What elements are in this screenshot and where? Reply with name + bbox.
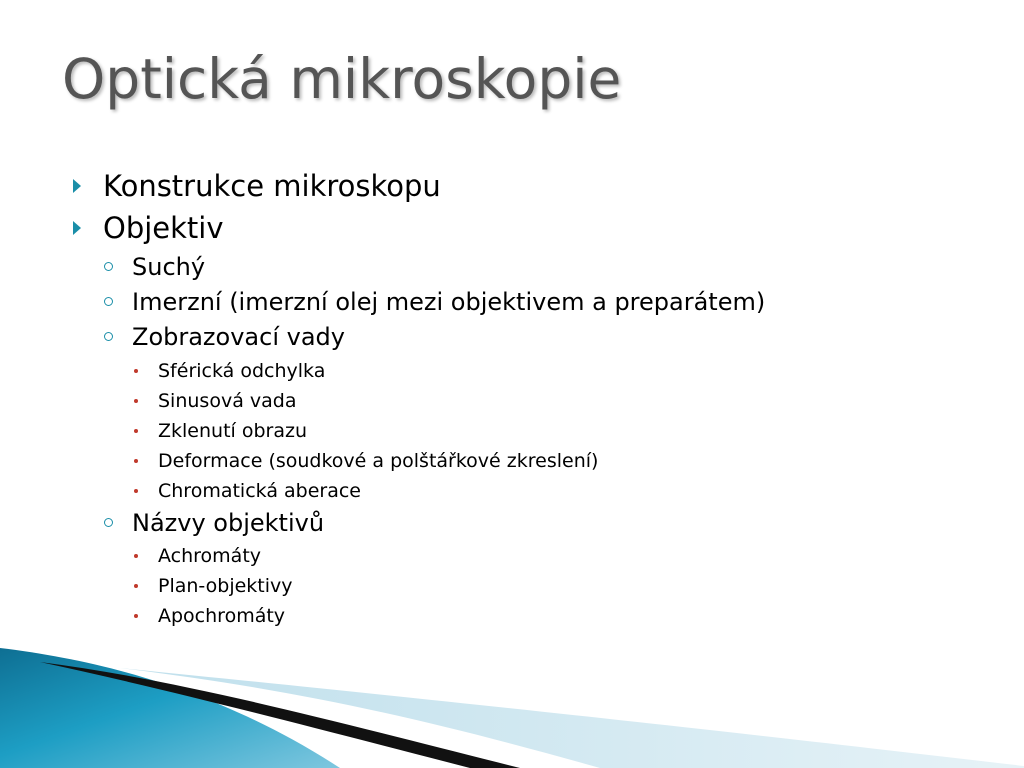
bullet-text: Imerzní (imerzní olej mezi objektivem a preparátem) — [132, 288, 766, 316]
bullet-text: Plan-objektivy — [158, 575, 293, 597]
bullet-text: Názvy objektivů — [132, 509, 325, 537]
bullet-text: Zobrazovací vady — [132, 323, 345, 351]
bullet-text: Sférická odchylka — [158, 360, 326, 382]
bullet-text: Konstrukce mikroskopu — [103, 169, 441, 203]
bullet-text: Zklenutí obrazu — [158, 420, 307, 442]
bullet-text: Chromatická aberace — [158, 480, 361, 502]
slide-title: Optická mikroskopie — [62, 47, 622, 111]
bullet-text: Sinusová vada — [158, 390, 297, 412]
bullet-text: Objektiv — [103, 211, 224, 245]
bullet-text: Suchý — [132, 253, 206, 281]
bullet-text: Achromáty — [158, 545, 262, 567]
bullet-text: Apochromáty — [158, 605, 286, 627]
bullet-text: Deformace (soudkové a polštářkové zkreslení) — [158, 450, 599, 472]
